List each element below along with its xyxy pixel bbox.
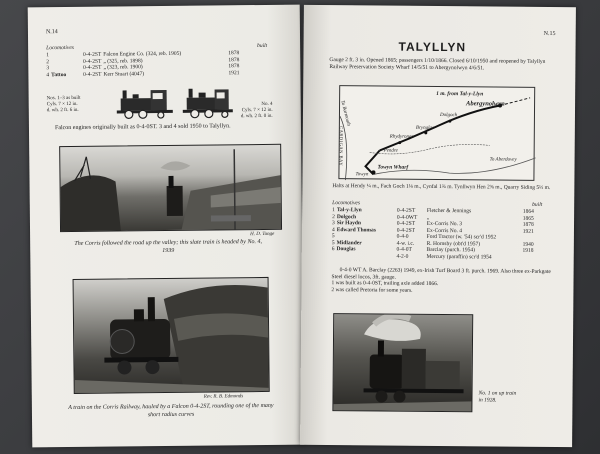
photo-no1-up-train-image: [333, 314, 473, 412]
built-header: built: [532, 201, 543, 208]
photo-no1-up-train: [332, 313, 473, 412]
table-row: 2 Dolgoch 0-4-0WT „ 1865: [332, 213, 534, 222]
table-row: 6 Douglas 0-4-0T Barclay (purch. 1954) 1918: [331, 246, 534, 254]
photo-corris-train-image: [74, 278, 270, 394]
table-row: 1 Tal-y-Llyn 0-4-2ST Fletcher & Jennings 1864: [332, 207, 534, 215]
left-page: [28, 5, 305, 448]
map-label-to-aberdovey: To Aberdovey: [489, 157, 517, 163]
falcon-loco-diagram: [115, 86, 175, 121]
right-page: [300, 5, 576, 447]
built-header: built: [257, 42, 268, 50]
note-1: 1 was built as 0-4-0ST, trailing axle added 1866.: [331, 280, 439, 288]
table-row: 1 0-4-2ST Falcon Engine Co. (324, reb. 1905) 1878: [46, 50, 240, 59]
intro-text: Gauge 2 ft. 3 in. Opened 1865; passengers 1/10/1866. Closed 6/10/1950 and reopened by Talyllyn Railway Preservation Society Wharf 14/5/51 to Abergynolwyn 4/6/51.: [329, 57, 546, 71]
intro-text: Falcon engines originally built as 0-4-0ST. 3 and 4 sold 1950 to Talyllyn.: [54, 123, 231, 132]
page-number: N.14: [45, 29, 58, 36]
table-row: 3 Sir Haydn 0-4-2ST Ex-Corris No. 3 1878: [331, 220, 534, 228]
route-map-drawing: [339, 86, 536, 182]
photo1-credit: H. D. Tonge: [250, 231, 275, 238]
map-label-towyn: Towyn: [355, 172, 369, 178]
loco-header: Locomotives: [332, 200, 361, 207]
map-label-cardigan-bay: CARDIGAN BAY: [338, 126, 344, 167]
locomotive-table: [46, 50, 241, 78]
notes: [331, 267, 557, 295]
map-label-brynglas: Brynglas: [415, 125, 434, 131]
loco-header: Locomotives: [46, 44, 74, 52]
halts-text: Halts at Hendy ¼ m., Fach Goch 1⅛ m., Cynfal 1¾ m. Tynllwyn Hen 2⅜ m., Quarry Siding 5½ m.: [332, 183, 551, 191]
table-row: 5 Midlander 4-w. i.c. R. Hornsby (obt'd 1957) 1940: [331, 239, 534, 248]
table-row: 5 0-4-0 Ford Tractor (w. '54) scr'd 1952: [331, 233, 497, 241]
map-label-abergynolwyn: Abergynolwyn: [466, 100, 505, 108]
photo-slate-train-image: [60, 145, 282, 232]
page-number: N.15: [543, 30, 556, 38]
map-label-towyn-wharf: Towyn Wharf: [377, 164, 409, 171]
photo-caption: No. 1 on up train in 1928.: [478, 390, 517, 404]
photo-corris-train: [73, 277, 270, 394]
photo1-caption: The Corris followed the road up the valley; this slate train is headed by No. 4, 1939: [74, 238, 263, 254]
map-label-rhydyronen: Rhydyronen: [389, 134, 414, 140]
map-label-pendre: Pendre: [383, 148, 398, 154]
photo2-caption: A train on the Corris Railway, hauled by a Falcon 0-4-2ST, rounding one of the many short radius curves: [68, 402, 274, 418]
note-2: 2 was called Pretoria for some years.: [331, 286, 413, 294]
table-row: 4 Edward Thomas 0-4-2ST Ex-Corris No. 4 1921: [331, 226, 534, 235]
locomotive-table: [332, 207, 536, 261]
table-row: 4-2-0 Mercury (paraffin) scr'd 1954: [396, 253, 492, 260]
table-row: 4 Tattoo 0-4-2ST Kerr Stuart (4047) 1921: [46, 69, 240, 78]
diagram-note-right: No. 4 Cyls. 7 × 12 in. d. wh. 2 ft. 0 in.: [240, 101, 273, 120]
note-barclay: 0-4-0 WT A. Barclay (2263) 1949, ex-Irish Turf Board 3 ft. purch. 1969. Also three ex-Parkgate Steel diesel locos, 3ft. gauge.: [331, 267, 551, 281]
diagram-note-left: Nos. 1–3 as built Cyls. 7 × 12 in. d. wh. 2 ft. 6 in.: [46, 95, 81, 114]
map-label-to-barmouth: To Barmouth: [339, 100, 351, 127]
photo2-credit: Rev. R. B. Edmonds: [203, 394, 244, 400]
photo-slate-train: [59, 144, 282, 232]
route-map: [338, 85, 535, 181]
table-row: 2 0-4-2ST „ (325, reb. 1898) 1878: [46, 56, 240, 65]
map-label-tramway: 1 m. from Tal-y-Llyn: [436, 90, 484, 98]
map-label-dolgoch: Dolgoch: [439, 113, 458, 119]
table-row: 3 0-4-2ST „ (323, reb. 1900) 1878: [46, 63, 240, 72]
tattoo-loco-diagram: [177, 85, 237, 120]
page-title: TALYLLYN: [398, 39, 467, 55]
